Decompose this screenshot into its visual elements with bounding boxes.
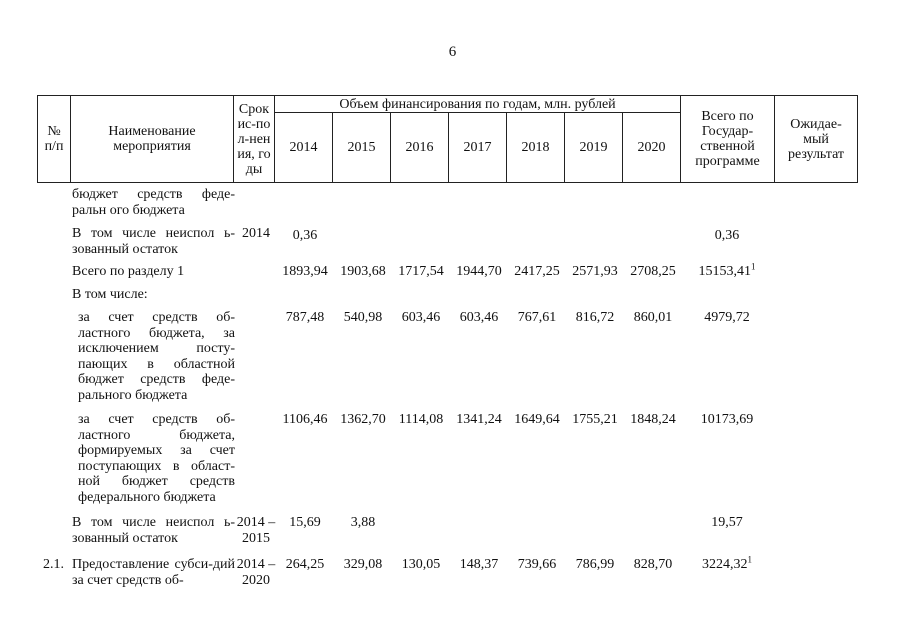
row-term: 2014 – 2020 bbox=[236, 557, 276, 588]
row-name: Всего по разделу 1 bbox=[72, 264, 185, 279]
row-value-2014: 787,48 bbox=[285, 310, 325, 325]
row-value-2017: 603,46 bbox=[459, 310, 499, 325]
header-year: 2020 bbox=[623, 113, 681, 183]
header-year: 2014 bbox=[275, 113, 333, 183]
row-total-value: 3224,32 bbox=[702, 557, 748, 572]
row-num: 2.1. bbox=[43, 557, 64, 572]
row-value-2016: 1717,54 bbox=[398, 264, 444, 279]
row-value-2015: 329,08 bbox=[343, 557, 383, 572]
row-value-2014: 264,25 bbox=[285, 557, 325, 572]
row-value-2016: 1114,08 bbox=[398, 412, 444, 427]
row-value-2020: 1848,24 bbox=[630, 412, 676, 427]
row-value-2015: 3,88 bbox=[350, 515, 376, 530]
row-value-2020: 2708,25 bbox=[630, 264, 676, 279]
header-year: 2016 bbox=[391, 113, 449, 183]
row-total-value: 15153,41 bbox=[698, 264, 751, 279]
row-name: за счет средств об-ластного бюджета, формируемых за счет поступающих в област-ной бюджет средств федерального бюджета bbox=[78, 412, 235, 505]
row-total-value: 19,57 bbox=[711, 515, 743, 530]
row-name: В том числе неиспол ь-зованный остаток bbox=[72, 226, 235, 257]
header-result: Ожидае-мый результат bbox=[775, 96, 858, 183]
row-value-2018: 739,66 bbox=[517, 557, 557, 572]
row-total-value: 0,36 bbox=[714, 228, 740, 243]
row-name: В том числе неиспол ь-зованный остаток bbox=[72, 515, 235, 546]
row-value-2018: 2417,25 bbox=[514, 264, 560, 279]
row-value-2014: 1106,46 bbox=[282, 412, 328, 427]
row-total-value: 10173,69 bbox=[700, 412, 754, 427]
header-total: Всего по Государ-ственной программе bbox=[681, 96, 775, 183]
row-total bbox=[680, 412, 774, 428]
row-value-2015: 1903,68 bbox=[340, 264, 386, 279]
row-value-2020: 828,70 bbox=[633, 557, 673, 572]
header-num: № п/п bbox=[38, 96, 71, 183]
row-value-2015: 1362,70 bbox=[340, 412, 386, 427]
row-value-2018: 767,61 bbox=[517, 310, 557, 325]
header-name: Наименование мероприятия bbox=[71, 96, 234, 183]
row-name: Предоставление субси-дий за счет средств об- bbox=[72, 557, 235, 588]
row-value-2019: 1755,21 bbox=[572, 412, 618, 427]
row-total bbox=[680, 261, 774, 280]
row-name: за счет средств об-ластного бюджета, за исключением посту-пающих в областной бюджет средств феде-рального бюджета bbox=[78, 310, 235, 403]
row-value-2016: 130,05 bbox=[401, 557, 441, 572]
row-name: бюджет средств феде-ральн ого бюджета bbox=[72, 187, 235, 218]
header-year: 2015 bbox=[333, 113, 391, 183]
header-term: Срок ис-пол-нения, годы bbox=[234, 96, 275, 183]
row-value-2014: 1893,94 bbox=[282, 264, 328, 279]
row-value-2015: 540,98 bbox=[343, 310, 383, 325]
row-value-2019: 816,72 bbox=[575, 310, 615, 325]
row-term: 2014 bbox=[242, 226, 270, 241]
page-number: 6 bbox=[448, 44, 457, 60]
header-year: 2019 bbox=[565, 113, 623, 183]
row-value-2017: 148,37 bbox=[459, 557, 499, 572]
row-value-2014: 0,36 bbox=[292, 228, 318, 243]
row-total-value: 4979,72 bbox=[704, 310, 750, 325]
row-value-2019: 2571,93 bbox=[572, 264, 618, 279]
row-value-2017: 1944,70 bbox=[456, 264, 502, 279]
header-year: 2018 bbox=[507, 113, 565, 183]
row-value-2014: 15,69 bbox=[289, 515, 321, 530]
row-total bbox=[680, 310, 774, 326]
footnote-mark: 1 bbox=[747, 554, 752, 565]
row-value-2019: 786,99 bbox=[575, 557, 615, 572]
row-name: В том числе: bbox=[72, 287, 148, 302]
row-total bbox=[680, 554, 774, 573]
row-value-2020: 860,01 bbox=[633, 310, 673, 325]
header-year: 2017 bbox=[449, 113, 507, 183]
header-funding: Объем финансирования по годам, млн. рублей bbox=[275, 96, 681, 113]
row-value-2016: 603,46 bbox=[401, 310, 441, 325]
row-term: 2014 – 2015 bbox=[236, 515, 276, 546]
row-total bbox=[680, 515, 774, 531]
footnote-mark: 1 bbox=[751, 261, 756, 272]
row-value-2018: 1649,64 bbox=[514, 412, 560, 427]
row-value-2017: 1341,24 bbox=[456, 412, 502, 427]
row-total bbox=[680, 228, 774, 244]
